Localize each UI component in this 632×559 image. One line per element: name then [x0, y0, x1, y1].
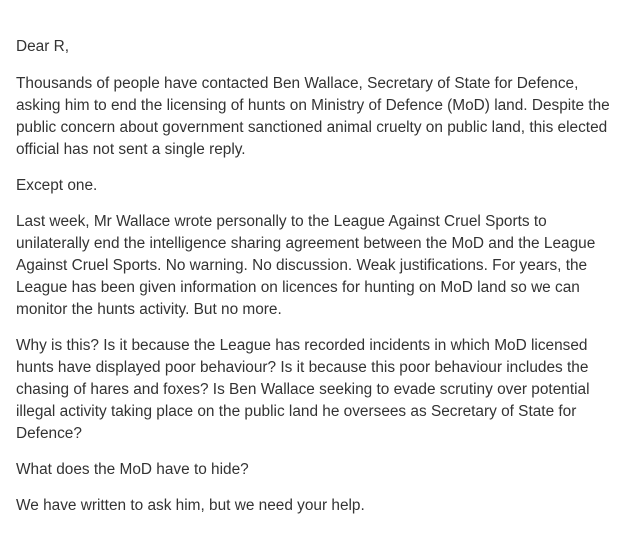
email-paragraph: We have written to ask him, but we need your help.: [16, 497, 365, 514]
email-paragraph: What does the MoD have to hide?: [16, 461, 249, 478]
email-paragraph: Thousands of people have contacted Ben Wallace, Secretary of State for Defence, asking him to end the licensing of hunts on Ministry of Defence (MoD) land. Despite the public concern about government sanctioned animal cruelty on public land, this elected official has not sent a single reply.: [16, 75, 610, 158]
email-greeting: Dear R,: [16, 38, 70, 55]
email-paragraph: Last week, Mr Wallace wrote personally to the League Against Cruel Sports to unilaterally end the intelligence sharing agreement between the MoD and the League Against Cruel Sports. No warning. No discussion. Weak justifications. For years, the League has been given information on licences for hunting on MoD land so we can monitor the hunts activity. But no more.: [16, 213, 596, 318]
email-paragraph: Except one.: [16, 177, 98, 194]
email-body: [16, 36, 622, 531]
email-paragraph: Why is this? Is it because the League has recorded incidents in which MoD licensed hunts have displayed poor behaviour? Is it because this poor behaviour includes the chasing of hares and foxes? Is Ben Wallace seeking to evade scrutiny over potential illegal activity taking place on the public land he oversees as Secretary of State for Defence?: [16, 337, 590, 442]
